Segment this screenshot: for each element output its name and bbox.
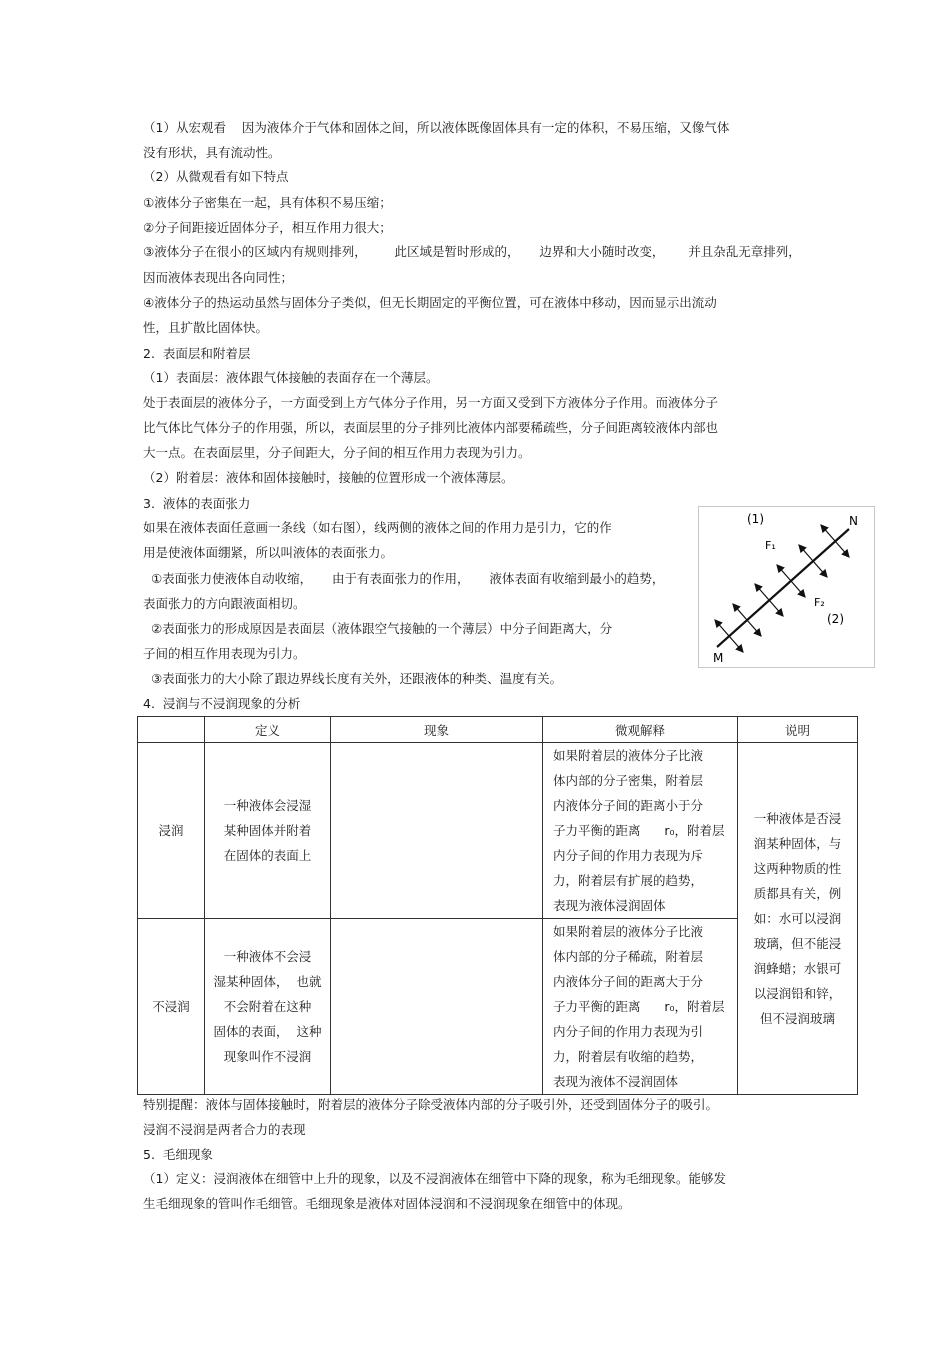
- diagram-svg: [699, 507, 874, 667]
- s1-line-6: ③液体分子在很小的区域内有规则排列， 此区域是暂时形成的， 边界和大小随时改变， 并且杂乱无章排列，: [143, 244, 801, 259]
- label-f1: F₁: [765, 539, 776, 552]
- micro-line: 子力平衡的距离 r₀，附着层: [553, 999, 725, 1014]
- header-cell: [138, 717, 205, 743]
- wetting-table: [137, 716, 858, 1095]
- s1-line-8: ④液体分子的热运动虽然与固体分子类似，但无长期固定的平衡位置，可在液体中移动，因而显示出流动: [143, 295, 717, 310]
- header-cell: 定义: [205, 717, 331, 743]
- s1-line-5: ②分子间距接近固体分子，相互作用力很大；: [143, 220, 392, 235]
- note-line: 质都具有关，例: [753, 886, 842, 901]
- micro-line: 表现为液体不浸润固体: [553, 1074, 679, 1089]
- label-n: N: [849, 514, 858, 528]
- boundary-line: [717, 529, 849, 647]
- s1-line-2: 没有形状，具有流动性。: [143, 145, 281, 160]
- definition-line: 在固体的表面上: [223, 848, 312, 863]
- surface-tension-diagram: [698, 506, 875, 668]
- phenomenon-cell: [331, 743, 543, 919]
- definition-cell: [205, 919, 331, 1095]
- table-row: [138, 743, 858, 919]
- s2-line-2: 处于表面层的液体分子，一方面受到上方气体分子作用，另一方面又受到下方液体分子作用。而液体分子: [143, 395, 719, 410]
- micro-line: 力，附着层有收缩的趋势，: [553, 1049, 704, 1064]
- s4-heading: 4. 浸润与不浸润现象的分析: [143, 696, 301, 711]
- s1-line-4: ①液体分子密集在一起，具有体积不易压缩；: [143, 195, 392, 210]
- label-1: (1): [747, 512, 764, 526]
- note-line: 如：水可以浸润: [753, 911, 842, 926]
- micro-line: 内分子间的作用力表现为斥: [553, 848, 704, 863]
- table-header-row: [138, 717, 858, 743]
- note-cell: [738, 743, 858, 1095]
- header-cell: 现象: [331, 717, 543, 743]
- micro-cell: [543, 743, 738, 919]
- s3-line-1: 如果在液体表面任意画一条线（如右图），线两侧的液体之间的作用力是引力，它的作: [143, 520, 612, 535]
- micro-cell: [543, 919, 738, 1095]
- s5-line-2: 生毛细现象的管叫作毛细管。毛细现象是液体对固体浸润和不浸润现象在细管中的体现。: [143, 1196, 631, 1211]
- s3-line-6: 子间的相互作用表现为引力。: [143, 646, 306, 661]
- note-line: 玻璃，但不能浸: [753, 936, 842, 951]
- tip-line-1: 特别提醒：液体与固体接触时，附着层的液体分子除受液体内部的分子吸引外，还受到固体分子的吸引。: [143, 1097, 719, 1112]
- s3-line-5: ②表面张力的形成原因是表面层（液体跟空气接触的一个薄层）中分子间距离大，分: [143, 621, 613, 636]
- s1-line-7: 因而液体表现出各向同性；: [143, 270, 294, 285]
- micro-line: 如果附着层的液体分子比液: [553, 924, 704, 939]
- s3-line-3: ①表面张力使液体自动收缩， 由于有表面张力的作用， 液体表面有收缩到最小的趋势，: [143, 571, 665, 586]
- s2-line-4: 大一点。在表面层里，分子间距大，分子间的相互作用力表现为引力。: [143, 445, 531, 460]
- micro-line: 体内部的分子密集，附着层: [553, 773, 704, 788]
- s2-heading: 2. 表面层和附着层: [143, 346, 251, 361]
- s3-line-2: 用是使液体面绷紧，所以叫液体的表面张力。: [143, 545, 394, 560]
- micro-line: 内液体分子间的距离大于分: [553, 974, 704, 989]
- label-m: M: [713, 651, 724, 665]
- definition-line: 固体的表面， 这种: [213, 1024, 322, 1039]
- s5-heading: 5. 毛细现象: [143, 1147, 213, 1162]
- micro-line: 体内部的分子稀疏，附着层: [553, 949, 704, 964]
- definition-cell: [205, 743, 331, 919]
- label-f2: F₂: [814, 596, 825, 609]
- s2-line-1: （1）表面层：液体跟气体接触的表面存在一个薄层。: [143, 370, 439, 385]
- s2-line-3: 比气体比气体分子的作用强，所以，表面层里的分子排列比液体内部要稀疏些，分子间距离较液体内部也: [143, 420, 719, 435]
- micro-line: 子力平衡的距离 r₀，附着层: [553, 823, 725, 838]
- s3-heading: 3. 液体的表面张力: [143, 496, 251, 511]
- definition-line: 不会附着在这种: [223, 999, 312, 1014]
- note-line: 一种液体是否浸: [753, 811, 842, 826]
- s2-line-5: （2）附着层：液体和固体接触时，接触的位置形成一个液体薄层。: [143, 470, 514, 485]
- header-cell: 说明: [738, 717, 858, 743]
- note-line: 这两种物质的性: [753, 861, 842, 876]
- micro-line: 内分子间的作用力表现为引: [553, 1024, 704, 1039]
- header-cell: 微观解释: [543, 717, 738, 743]
- note-line: 润某种固体，与: [753, 836, 842, 851]
- definition-line: 湿某种固体， 也就: [213, 974, 322, 989]
- micro-line: 力，附着层有扩展的趋势，: [553, 873, 704, 888]
- label-2: (2): [827, 612, 844, 626]
- definition-line: 一种液体不会浸: [223, 949, 312, 964]
- micro-line: 表现为液体浸润固体: [553, 898, 666, 913]
- phenomenon-cell: [331, 919, 543, 1095]
- row-name: 不浸润: [138, 919, 205, 1095]
- micro-line: 如果附着层的液体分子比液: [553, 748, 704, 763]
- s1-line-1: （1）从宏观看 因为液体介于气体和固体之间，所以液体既像固体具有一定的体积，不易压缩，又像气体: [143, 120, 730, 135]
- micro-line: 内液体分子间的距离小于分: [553, 798, 704, 813]
- s3-line-7: ③表面张力的大小除了跟边界线长度有关外，还跟液体的种类、温度有关。: [143, 671, 563, 686]
- note-line: 润蜂蜡；水银可: [753, 961, 842, 976]
- s5-line-1: （1）定义：浸润液体在细管中上升的现象，以及不浸润液体在细管中下降的现象，称为毛细现象。能够发: [143, 1171, 726, 1186]
- tip-line-2: 浸润不浸润是两者合力的表现: [143, 1122, 306, 1137]
- note-line: 以浸润铅和锌，: [753, 986, 842, 1001]
- definition-line: 某种固体并附着: [223, 823, 312, 838]
- row-name: 浸润: [138, 743, 205, 919]
- note-line: 但不浸润玻璃: [759, 1011, 835, 1026]
- s3-line-4: 表面张力的方向跟液面相切。: [143, 596, 306, 611]
- definition-line: 现象叫作不浸润: [223, 1049, 312, 1064]
- s1-line-9: 性，且扩散比固体快。: [143, 320, 269, 335]
- definition-line: 一种液体会浸湿: [223, 798, 312, 813]
- s1-line-3: （2）从微观看有如下特点: [143, 169, 289, 184]
